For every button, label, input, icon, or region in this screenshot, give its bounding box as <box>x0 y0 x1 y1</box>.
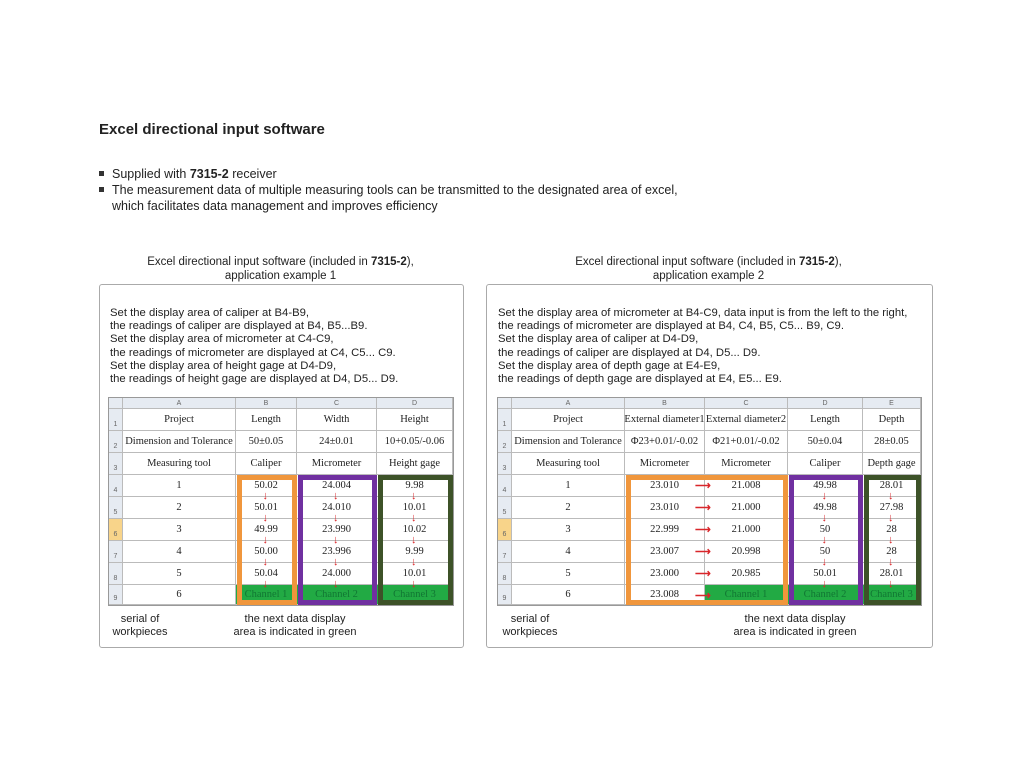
description-line: the readings of caliper are displayed at D4, D5... D9. <box>498 346 761 359</box>
table-cell: Length <box>236 409 297 431</box>
right-arrow-icon: ⟶ <box>695 546 711 558</box>
row-header: 2 <box>109 431 123 453</box>
bullet-icon <box>99 171 104 176</box>
table-cell: 9.99 <box>377 541 453 563</box>
annotation-note-left: serial of <box>510 613 550 625</box>
right-arrow-icon: ⟶ <box>695 590 711 602</box>
table-cell: 28 <box>863 541 921 563</box>
table-cell: 10.02 <box>377 519 453 541</box>
table-cell: External diameter2 <box>705 409 788 431</box>
right-arrow-icon: ⟶ <box>695 502 711 514</box>
example-caption <box>99 255 462 283</box>
table-cell: 27.98 <box>863 497 921 519</box>
table-cell: 50±0.05 <box>236 431 297 453</box>
next-input-cell: Channel 1 <box>236 585 297 605</box>
table-cell: 21.000 <box>705 497 788 519</box>
bullet-2-cont: which facilitates data management and improves efficiency <box>112 199 438 213</box>
table-cell: Width <box>297 409 377 431</box>
caption-text: ), <box>834 256 842 268</box>
table-cell: 23.990 <box>297 519 377 541</box>
table-cell: External diameter1 <box>625 409 705 431</box>
description-line: the readings of caliper are displayed at B4, B5...B9. <box>110 320 368 333</box>
right-arrow-icon: ⟶ <box>695 524 711 536</box>
column-header: C <box>297 398 377 409</box>
description-line: Set the display area of micrometer at B4-C9, data input is from the left to the right, <box>498 307 908 319</box>
row-header: 7 <box>109 541 123 563</box>
table-cell: Height <box>377 409 453 431</box>
table-cell: Length <box>788 409 863 431</box>
bullet-2: The measurement data of multiple measuring tools can be transmitted to the designated area of excel, <box>99 182 678 198</box>
table-cell: 24±0.01 <box>297 431 377 453</box>
down-arrow-icon: ↓ <box>262 490 268 502</box>
table-cell: Caliper <box>788 453 863 475</box>
table-cell: 22.999 <box>625 519 705 541</box>
table-cell: 50.04 <box>236 563 297 585</box>
table-cell: 21.008 <box>705 475 788 497</box>
annotation-note-right: the next data display <box>244 613 346 625</box>
down-arrow-icon: ↓ <box>262 578 268 590</box>
description-line: Set the display area of depth gage at E4-E9, <box>498 359 721 372</box>
table-cell: Micrometer <box>297 453 377 475</box>
row-header: 1 <box>109 409 123 431</box>
caption-line2: application example 1 <box>224 270 337 282</box>
table-cell: 24.000 <box>297 563 377 585</box>
table-cell: Height gage <box>377 453 453 475</box>
down-arrow-icon: ↓ <box>888 578 894 590</box>
column-header: A <box>512 398 625 409</box>
table-cell: 10.01 <box>377 497 453 519</box>
table-cell: 20.998 <box>705 541 788 563</box>
corner-cell <box>109 398 123 409</box>
caption-line2: application example 2 <box>652 270 765 282</box>
table-cell: Φ21+0.01/-0.02 <box>705 431 788 453</box>
annotation-note-right: the next data display <box>744 613 846 625</box>
table-cell: 50.02 <box>236 475 297 497</box>
table-cell: 10+0.05/-0.06 <box>377 431 453 453</box>
table-cell: 24.004 <box>297 475 377 497</box>
down-arrow-icon: ↓ <box>411 578 417 590</box>
down-arrow-icon: ↓ <box>821 534 827 546</box>
annotation-note-left: workpieces <box>112 626 168 638</box>
row-header: 3 <box>109 453 123 475</box>
down-arrow-icon: ↓ <box>821 512 827 524</box>
row-header: 9 <box>109 585 123 605</box>
row-header: 9 <box>498 585 512 605</box>
table-cell: 6 <box>123 585 236 605</box>
table-cell: 49.98 <box>788 497 863 519</box>
table-cell: 23.010 <box>625 497 705 519</box>
table-cell: 2 <box>123 497 236 519</box>
table-cell: Φ23+0.01/-0.02 <box>625 431 705 453</box>
table-cell: 5 <box>512 563 625 585</box>
annotation-note-left: workpieces <box>502 626 558 638</box>
caption-bold: 7315-2 <box>370 256 407 268</box>
down-arrow-icon: ↓ <box>888 512 894 524</box>
table-cell: Measuring tool <box>123 453 236 475</box>
down-arrow-icon: ↓ <box>821 556 827 568</box>
table-cell: 20.985 <box>705 563 788 585</box>
table-cell: 50 <box>788 541 863 563</box>
table-cell: 9.98 <box>377 475 453 497</box>
row-header: 8 <box>109 563 123 585</box>
down-arrow-icon: ↓ <box>888 490 894 502</box>
annotation-note-right: area is indicated in green <box>733 626 857 638</box>
row-header: 4 <box>498 475 512 497</box>
down-arrow-icon: ↓ <box>821 490 827 502</box>
down-arrow-icon: ↓ <box>888 556 894 568</box>
table-cell: Project <box>123 409 236 431</box>
down-arrow-icon: ↓ <box>262 534 268 546</box>
description-line: the readings of micrometer are displayed at C4, C5... C9. <box>110 346 396 359</box>
table-cell: 4 <box>512 541 625 563</box>
table-cell: Measuring tool <box>512 453 625 475</box>
table-cell: 10.01 <box>377 563 453 585</box>
table-cell: 2 <box>512 497 625 519</box>
page-title: Excel directional input software <box>99 121 325 138</box>
next-input-cell: Channel 3 <box>863 585 921 605</box>
down-arrow-icon: ↓ <box>411 534 417 546</box>
table-cell: 1 <box>123 475 236 497</box>
description-line: Set the display area of caliper at D4-D9, <box>498 333 699 346</box>
down-arrow-icon: ↓ <box>262 512 268 524</box>
table-cell: 50.01 <box>788 563 863 585</box>
table-cell: Depth gage <box>863 453 921 475</box>
spreadsheet-table <box>497 397 922 606</box>
table-cell: Dimension and Tolerance <box>512 431 625 453</box>
caption-text: Excel directional input software (included in <box>147 256 371 268</box>
next-input-cell: Channel 2 <box>788 585 863 605</box>
table-cell: Project <box>512 409 625 431</box>
next-input-cell: Channel 3 <box>377 585 453 605</box>
row-header: 4 <box>109 475 123 497</box>
down-arrow-icon: ↓ <box>821 578 827 590</box>
table-cell: 28.01 <box>863 475 921 497</box>
description-line: the readings of height gage are displayed at D4, D5... D9. <box>110 373 399 385</box>
table-cell: 49.99 <box>236 519 297 541</box>
table-cell: Micrometer <box>705 453 788 475</box>
annotation-note-left: serial of <box>120 613 160 625</box>
annotation-note-right: area is indicated in green <box>233 626 357 638</box>
row-header: 2 <box>498 431 512 453</box>
table-cell: 23.000 <box>625 563 705 585</box>
description-line: the readings of depth gage are displayed at E4, E5... E9. <box>498 373 782 385</box>
table-cell: 23.008 <box>625 585 705 605</box>
down-arrow-icon: ↓ <box>262 556 268 568</box>
caption-text: ), <box>406 256 414 268</box>
column-header: B <box>625 398 705 409</box>
table-cell: 24.010 <box>297 497 377 519</box>
table-cell: Caliper <box>236 453 297 475</box>
table-cell: 50.01 <box>236 497 297 519</box>
table-cell: 23.996 <box>297 541 377 563</box>
bullet-1: Supplied with 7315-2 receiver <box>99 166 277 182</box>
display-area-highlight <box>626 475 788 605</box>
row-header: 8 <box>498 563 512 585</box>
table-cell: 23.010 <box>625 475 705 497</box>
spreadsheet-table <box>108 397 454 606</box>
table-cell: 50 <box>788 519 863 541</box>
row-header: 7 <box>498 541 512 563</box>
table-cell: 5 <box>123 563 236 585</box>
row-header: 1 <box>498 409 512 431</box>
table-cell: 23.007 <box>625 541 705 563</box>
table-cell: 50±0.04 <box>788 431 863 453</box>
column-header: C <box>705 398 788 409</box>
table-cell: 49.98 <box>788 475 863 497</box>
example-caption <box>486 255 931 283</box>
table-cell: 3 <box>123 519 236 541</box>
row-header: 5 <box>109 497 123 519</box>
right-arrow-icon: ⟶ <box>695 568 711 580</box>
next-input-cell: Channel 1 <box>705 585 788 605</box>
caption-bold: 7315-2 <box>798 256 835 268</box>
corner-cell <box>498 398 512 409</box>
table-cell: Depth <box>863 409 921 431</box>
table-cell: 28.01 <box>863 563 921 585</box>
down-arrow-icon: ↓ <box>411 556 417 568</box>
down-arrow-icon: ↓ <box>333 556 339 568</box>
table-cell: 1 <box>512 475 625 497</box>
row-header: 6 <box>498 519 512 541</box>
description-line: Set the display area of height gage at D4-D9, <box>110 359 337 372</box>
down-arrow-icon: ↓ <box>333 534 339 546</box>
table-cell: 28 <box>863 519 921 541</box>
down-arrow-icon: ↓ <box>888 534 894 546</box>
row-header: 5 <box>498 497 512 519</box>
table-cell: 3 <box>512 519 625 541</box>
column-header: E <box>863 398 921 409</box>
next-input-cell: Channel 2 <box>297 585 377 605</box>
caption-text: Excel directional input software (included in <box>575 256 799 268</box>
down-arrow-icon: ↓ <box>411 512 417 524</box>
description-line: Set the display area of micrometer at C4-C9, <box>110 333 334 346</box>
row-header: 3 <box>498 453 512 475</box>
column-header: D <box>788 398 863 409</box>
row-header: 6 <box>109 519 123 541</box>
table-cell: 28±0.05 <box>863 431 921 453</box>
column-header: B <box>236 398 297 409</box>
description-line: Set the display area of caliper at B4-B9, <box>110 307 310 319</box>
bullet-icon <box>99 187 104 192</box>
down-arrow-icon: ↓ <box>333 578 339 590</box>
down-arrow-icon: ↓ <box>333 512 339 524</box>
description-line: the readings of micrometer are displayed at B4, C4, B5, C5... B9, C9. <box>498 320 844 333</box>
table-cell: 50.00 <box>236 541 297 563</box>
table-cell: 21.000 <box>705 519 788 541</box>
right-arrow-icon: ⟶ <box>695 480 711 492</box>
down-arrow-icon: ↓ <box>411 490 417 502</box>
table-cell: 6 <box>512 585 625 605</box>
column-header: A <box>123 398 236 409</box>
table-cell: Micrometer <box>625 453 705 475</box>
column-header: D <box>377 398 453 409</box>
table-cell: Dimension and Tolerance <box>123 431 236 453</box>
down-arrow-icon: ↓ <box>333 490 339 502</box>
table-cell: 4 <box>123 541 236 563</box>
